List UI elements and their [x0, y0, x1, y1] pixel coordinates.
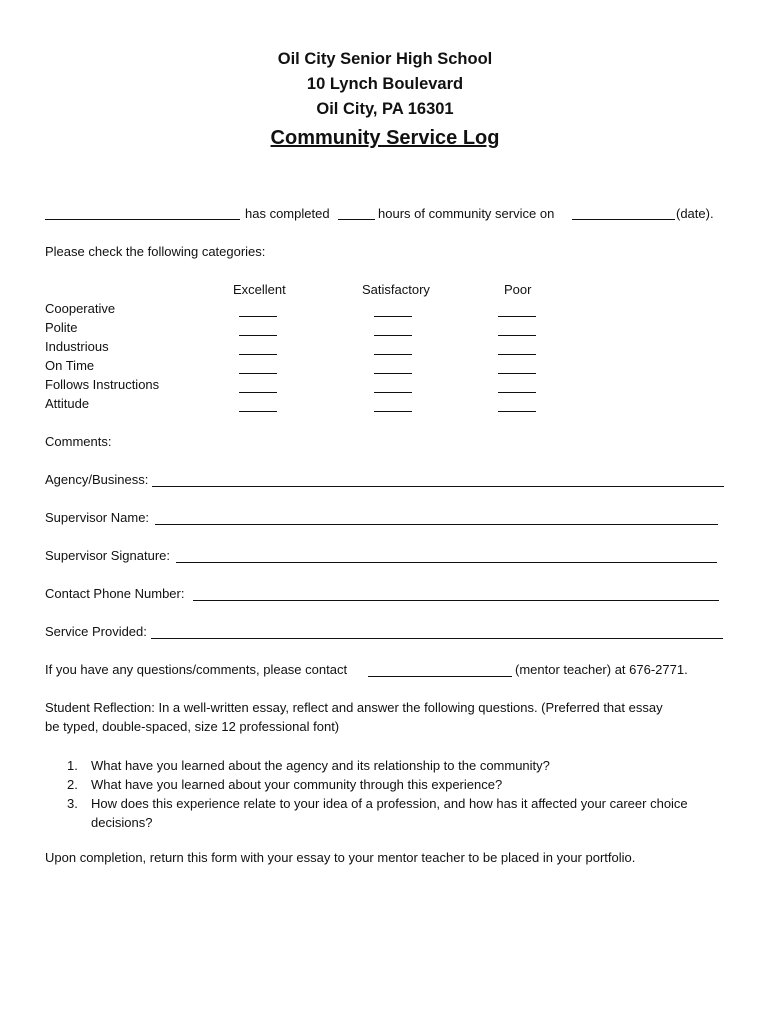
contact-phone-label: Contact Phone Number: [45, 586, 185, 601]
contact-phone-blank[interactable] [193, 600, 719, 601]
question-text: What have you learned about the agency and its relationship to the community? [91, 758, 550, 773]
category-industrious: Industrious [45, 339, 109, 354]
cooperative-satisfactory-blank[interactable] [374, 316, 412, 317]
school-name: Oil City Senior High School [277, 50, 493, 68]
question-text: What have you learned about your community through this experience? [91, 777, 503, 792]
on-time-satisfactory-blank[interactable] [374, 373, 412, 374]
student-name-blank[interactable] [45, 219, 240, 220]
completed-text: has completed [245, 206, 330, 221]
supervisor-signature-blank[interactable] [176, 562, 717, 563]
supervisor-name-blank[interactable] [155, 524, 718, 525]
supervisor-name-label: Supervisor Name: [45, 510, 150, 525]
contact-text-before: If you have any questions/comments, please contact [45, 662, 348, 677]
on-time-poor-blank[interactable] [498, 373, 536, 374]
attitude-satisfactory-blank[interactable] [374, 411, 412, 412]
question-number: 2. [67, 777, 78, 792]
column-poor: Poor [504, 282, 532, 297]
check-prompt: Please check the following categories: [45, 244, 266, 259]
contact-text-after: (mentor teacher) at 676-2771. [515, 662, 688, 677]
comments-label: Comments: [45, 434, 112, 449]
supervisor-signature-label: Supervisor Signature: [45, 548, 171, 563]
category-polite: Polite [45, 320, 78, 335]
date-blank[interactable] [572, 219, 675, 220]
reflection-questions [45, 756, 735, 832]
column-satisfactory: Satisfactory [362, 282, 430, 297]
hours-blank[interactable] [338, 219, 375, 220]
reflection-line-2: be typed, double-spaced, size 12 professional font) [45, 719, 340, 734]
list-item [45, 756, 735, 775]
industrious-satisfactory-blank[interactable] [374, 354, 412, 355]
school-city: Oil City, PA 16301 [316, 100, 454, 118]
industrious-poor-blank[interactable] [498, 354, 536, 355]
agency-label: Agency/Business: [45, 472, 149, 487]
service-provided-label: Service Provided: [45, 624, 147, 639]
follows-instructions-satisfactory-blank[interactable] [374, 392, 412, 393]
question-text-continued: decisions? [91, 815, 153, 830]
category-on-time: On Time [45, 358, 95, 373]
service-provided-blank[interactable] [151, 638, 723, 639]
category-follows-instructions: Follows Instructions [45, 377, 160, 392]
follows-instructions-excellent-blank[interactable] [239, 392, 277, 393]
list-item [45, 794, 735, 832]
hours-text: hours of community service on [378, 206, 555, 221]
mentor-teacher-blank[interactable] [368, 676, 512, 677]
question-number: 1. [67, 758, 78, 773]
column-excellent: Excellent [233, 282, 286, 297]
question-number: 3. [67, 796, 78, 811]
polite-excellent-blank[interactable] [239, 335, 277, 336]
date-text: (date). [676, 206, 714, 221]
closing-instructions: Upon completion, return this form with your essay to your mentor teacher to be placed in your portfolio. [45, 850, 636, 865]
list-item [45, 775, 735, 794]
category-attitude: Attitude [45, 396, 90, 411]
attitude-poor-blank[interactable] [498, 411, 536, 412]
agency-blank[interactable] [152, 486, 724, 487]
reflection-line-1: Student Reflection: In a well-written essay, reflect and answer the following questions. (Preferred that essay [45, 700, 663, 715]
school-street: 10 Lynch Boulevard [306, 75, 464, 93]
page-title: Community Service Log [270, 127, 500, 149]
polite-satisfactory-blank[interactable] [374, 335, 412, 336]
question-text: How does this experience relate to your idea of a profession, and how has it affected your career choice [91, 796, 688, 811]
attitude-excellent-blank[interactable] [239, 411, 277, 412]
category-cooperative: Cooperative [45, 301, 116, 316]
cooperative-excellent-blank[interactable] [239, 316, 277, 317]
on-time-excellent-blank[interactable] [239, 373, 277, 374]
cooperative-poor-blank[interactable] [498, 316, 536, 317]
industrious-excellent-blank[interactable] [239, 354, 277, 355]
polite-poor-blank[interactable] [498, 335, 536, 336]
follows-instructions-poor-blank[interactable] [498, 392, 536, 393]
